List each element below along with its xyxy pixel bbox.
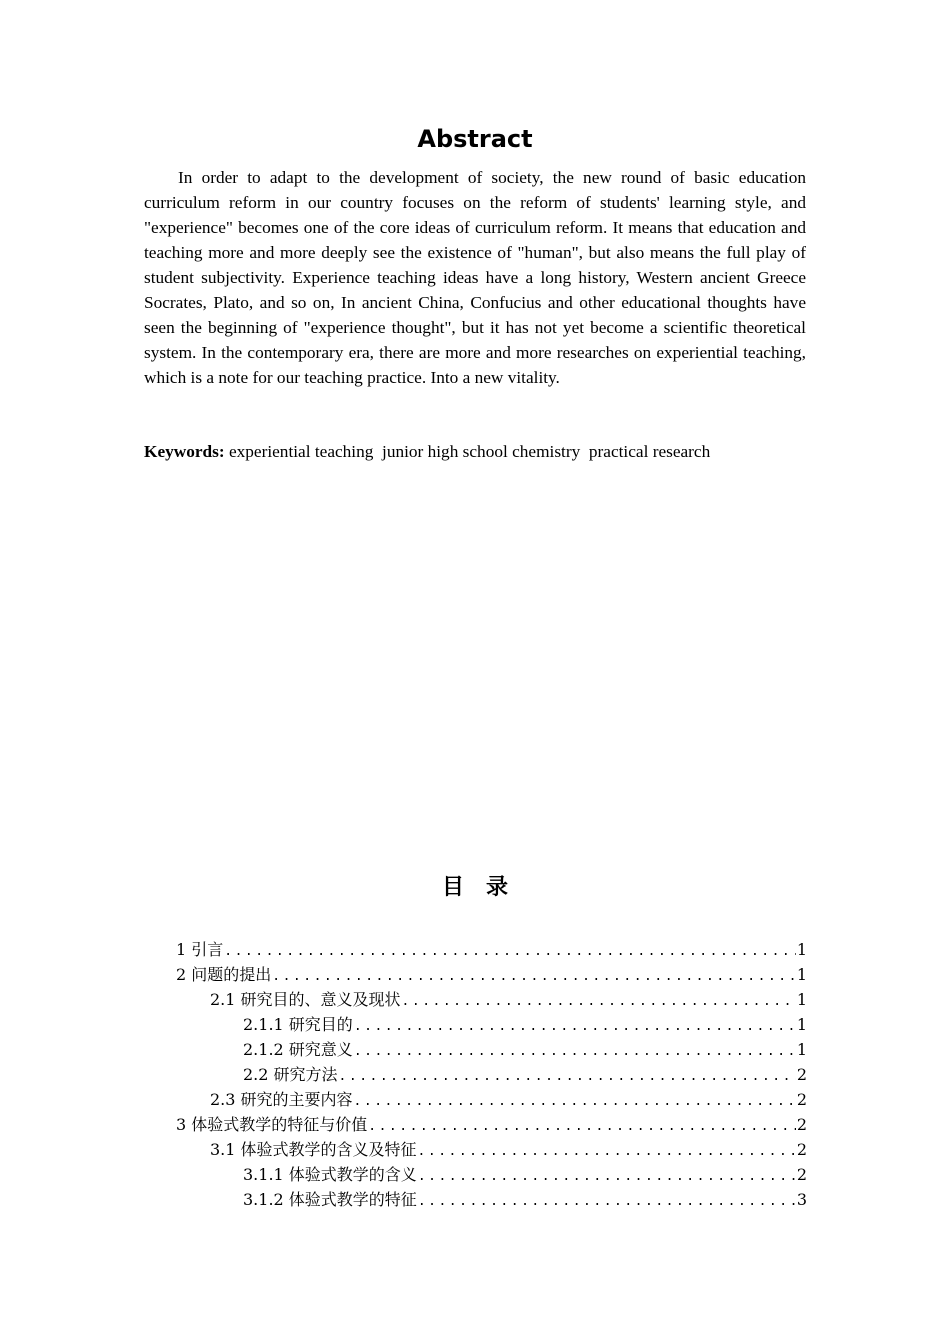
toc-entry[interactable]: [243, 1062, 807, 1087]
toc-entry[interactable]: [243, 1187, 807, 1212]
toc-entry[interactable]: [210, 1137, 807, 1162]
toc-entry-label: 3.1.1 体验式教学的含义: [243, 1165, 417, 1184]
toc-entry-label: 2 问题的提出: [176, 965, 272, 984]
toc-entry-label: 3 体验式教学的特征与价值: [176, 1115, 368, 1134]
toc-entry[interactable]: [210, 987, 807, 1012]
toc-entry[interactable]: [176, 962, 807, 987]
toc-entry-page: 2: [796, 1165, 807, 1184]
toc-leader-dots: [418, 1189, 796, 1212]
toc-entry-page: 3: [796, 1190, 807, 1209]
toc-leader-dots: [354, 1089, 796, 1112]
toc-entry-label: 3.1 体验式教学的含义及特征: [210, 1140, 417, 1159]
keywords-label: Keywords:: [144, 442, 225, 461]
toc-entry[interactable]: [210, 1087, 807, 1112]
keywords-line: [144, 439, 844, 464]
toc-entry-label: 2.1 研究目的、意义及现状: [210, 990, 401, 1009]
toc-entry-label: 1 引言: [176, 940, 224, 959]
toc-entry[interactable]: [243, 1162, 807, 1187]
toc-entry[interactable]: [176, 937, 807, 962]
toc-entry-label: 2.2 研究方法: [243, 1065, 338, 1084]
toc-entry-page: 2: [796, 1065, 807, 1084]
toc-leader-dots: [418, 1139, 796, 1162]
keywords-text: experiential teaching junior high school chemistry practical research: [224, 442, 711, 461]
toc-leader-dots: [354, 1014, 796, 1037]
toc-leader-dots: [272, 964, 796, 987]
toc-entry-page: 1: [796, 940, 807, 959]
toc-leader-dots: [368, 1114, 796, 1137]
toc-title: 目 录: [441, 875, 508, 900]
toc-entry-label: 2.3 研究的主要内容: [210, 1090, 353, 1109]
toc-entry-page: 1: [796, 1015, 807, 1034]
toc-entry-page: 2: [796, 1090, 807, 1109]
toc-entry-page: 2: [796, 1115, 807, 1134]
toc-entry-page: 1: [796, 1040, 807, 1059]
toc-entry-page: 1: [796, 965, 807, 984]
abstract-body: In order to adapt to the development of society, the new round of basic education curriculum reform in our country focuses on the reform of students' learning style, and "experience" becomes one of the core ideas of curriculum reform. It means that education and teaching more and more deeply see the existence of "human", but also means the full play of student subjectivity. Experience teaching ideas have a long history, Western ancient Greece Socrates, Plato, and so on, In ancient China, Confucius and other educational thoughts have seen the beginning of "experience thought", but it has not yet become a scientific theoretical system. In the contemporary era, there are more and more researches on experiential teaching, which is a note for our teaching practice. Into a new vitality.: [144, 168, 806, 387]
toc-leader-dots: [402, 989, 796, 1012]
toc-entry-label: 2.1.2 研究意义: [243, 1040, 353, 1059]
toc-entry[interactable]: [176, 1112, 807, 1137]
toc-leader-dots: [354, 1039, 796, 1062]
toc-leader-dots: [418, 1164, 796, 1187]
toc-leader-dots: [224, 939, 796, 962]
toc-entry-label: 2.1.1 研究目的: [243, 1015, 353, 1034]
toc-entry-page: 1: [796, 990, 807, 1009]
toc-entry[interactable]: [243, 1012, 807, 1037]
toc-leader-dots: [339, 1064, 796, 1087]
toc-entry-page: 2: [796, 1140, 807, 1159]
toc-entry-label: 3.1.2 体验式教学的特征: [243, 1190, 417, 1209]
abstract-title: Abstract: [417, 125, 533, 153]
toc-entry[interactable]: [243, 1037, 807, 1062]
